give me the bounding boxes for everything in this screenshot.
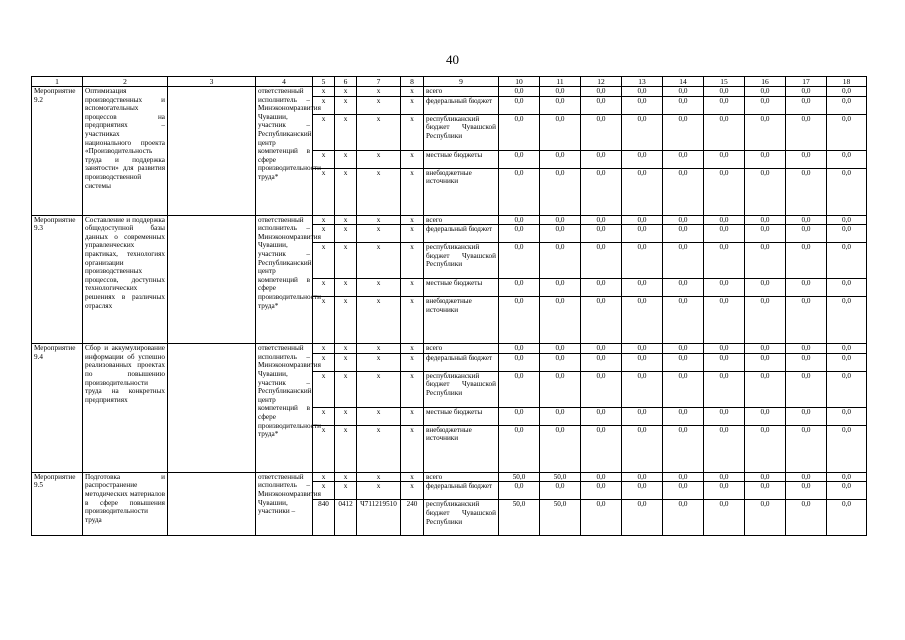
amount: 0,0 — [704, 225, 745, 243]
page-number: 40 — [446, 52, 459, 67]
column-number: 18 — [827, 77, 867, 87]
executors: ответственный исполнитель – Минэкономразвития Чувашии, участник – Республиканский центр компетенций в сфере производительности труда* — [256, 344, 313, 473]
budget-code: x — [357, 225, 401, 243]
budget-code: x — [313, 371, 335, 407]
amount: 0,0 — [581, 114, 622, 150]
amount: 0,0 — [827, 500, 867, 536]
budget-code: x — [401, 482, 424, 500]
amount: 0,0 — [499, 96, 540, 114]
amount: 0,0 — [704, 425, 745, 472]
amount: 0,0 — [499, 407, 540, 425]
funding-source: местные бюджеты — [424, 150, 499, 168]
amount: 0,0 — [622, 225, 663, 243]
budget-code: x — [401, 297, 424, 344]
amount: 0,0 — [540, 215, 581, 225]
funding-source: республиканский бюджет Чувашской Республики — [424, 243, 499, 279]
amount: 0,0 — [581, 297, 622, 344]
budget-code: Ч711219510 — [357, 500, 401, 536]
amount: 0,0 — [581, 279, 622, 297]
amount: 0,0 — [540, 297, 581, 344]
amount: 0,0 — [786, 371, 827, 407]
amount: 0,0 — [663, 215, 704, 225]
amount: 0,0 — [581, 371, 622, 407]
budget-code: x — [313, 279, 335, 297]
event-title: Составление и поддержка общедоступной базы данных о современных управленческих практиках, технологиях организации производственных процессов, доступных технологических решениях в различных отраслях — [83, 215, 168, 344]
amount: 0,0 — [704, 297, 745, 344]
amount: 0,0 — [704, 344, 745, 354]
amount: 0,0 — [540, 168, 581, 215]
amount: 0,0 — [499, 279, 540, 297]
budget-code: x — [401, 150, 424, 168]
amount: 0,0 — [786, 243, 827, 279]
column-number: 14 — [663, 77, 704, 87]
amount: 0,0 — [745, 425, 786, 472]
amount: 0,0 — [499, 215, 540, 225]
event-title: Сбор и аккумулирование информации об успешно реализованных проектах по повышению производительности труда на конкретных предприятиях — [83, 344, 168, 473]
budget-code: x — [357, 168, 401, 215]
budget-code: x — [313, 215, 335, 225]
amount: 0,0 — [622, 425, 663, 472]
amount: 0,0 — [581, 243, 622, 279]
budget-code: x — [401, 344, 424, 354]
column-number: 5 — [313, 77, 335, 87]
amount: 0,0 — [540, 482, 581, 500]
column-number: 17 — [786, 77, 827, 87]
amount: 50,0 — [499, 500, 540, 536]
amount: 0,0 — [499, 353, 540, 371]
event-title: Оптимизация производственных и вспомогательных процессов на предприятиях – участниках национального проекта «Производительность труда и поддержка занятости» для развития производственной системы — [83, 87, 168, 216]
amount: 0,0 — [581, 215, 622, 225]
budget-code: x — [357, 243, 401, 279]
amount: 0,0 — [786, 168, 827, 215]
budget-code: x — [313, 344, 335, 354]
amount: 0,0 — [745, 150, 786, 168]
table-row — [32, 344, 867, 354]
amount: 0,0 — [499, 371, 540, 407]
column-number: 12 — [581, 77, 622, 87]
amount: 0,0 — [581, 472, 622, 482]
empty-cell — [168, 87, 256, 216]
amount: 0,0 — [663, 500, 704, 536]
amount: 0,0 — [827, 150, 867, 168]
amount: 0,0 — [499, 225, 540, 243]
column-number: 7 — [357, 77, 401, 87]
amount: 0,0 — [786, 353, 827, 371]
funding-source: всего — [424, 87, 499, 97]
amount: 0,0 — [745, 297, 786, 344]
amount: 0,0 — [745, 215, 786, 225]
amount: 0,0 — [827, 96, 867, 114]
budget-code: x — [401, 87, 424, 97]
amount: 0,0 — [622, 279, 663, 297]
amount: 0,0 — [827, 225, 867, 243]
funding-source: федеральный бюджет — [424, 353, 499, 371]
amount: 0,0 — [704, 482, 745, 500]
budget-code: x — [335, 96, 357, 114]
budget-code: 240 — [401, 500, 424, 536]
amount: 0,0 — [745, 500, 786, 536]
amount: 0,0 — [581, 96, 622, 114]
column-number: 13 — [622, 77, 663, 87]
event-title: Подготовка и распространение методических материалов в сфере повышения производительности труда — [83, 472, 168, 536]
budget-code: x — [401, 215, 424, 225]
amount: 0,0 — [827, 87, 867, 97]
amount: 0,0 — [745, 371, 786, 407]
amount: 0,0 — [581, 87, 622, 97]
column-number: 8 — [401, 77, 424, 87]
funding-source: федеральный бюджет — [424, 96, 499, 114]
funding-source: всего — [424, 472, 499, 482]
column-number: 11 — [540, 77, 581, 87]
budget-code: x — [313, 150, 335, 168]
amount: 0,0 — [704, 114, 745, 150]
funding-source: республиканский бюджет Чувашской Республики — [424, 500, 499, 536]
amount: 0,0 — [540, 407, 581, 425]
amount: 0,0 — [704, 500, 745, 536]
amount: 0,0 — [786, 297, 827, 344]
budget-code: x — [357, 472, 401, 482]
amount: 0,0 — [622, 215, 663, 225]
table-row — [32, 87, 867, 97]
funding-source: местные бюджеты — [424, 407, 499, 425]
amount: 0,0 — [786, 87, 827, 97]
amount: 0,0 — [540, 353, 581, 371]
budget-code: x — [357, 297, 401, 344]
amount: 50,0 — [499, 472, 540, 482]
budget-code: x — [313, 472, 335, 482]
event-number: Мероприятие 9.3 — [32, 215, 83, 344]
amount: 0,0 — [827, 243, 867, 279]
amount: 0,0 — [499, 482, 540, 500]
budget-code: x — [335, 279, 357, 297]
budget-code: x — [401, 96, 424, 114]
amount: 0,0 — [622, 168, 663, 215]
budget-code: x — [357, 279, 401, 297]
budget-code: x — [335, 371, 357, 407]
amount: 0,0 — [663, 279, 704, 297]
budget-code: x — [313, 407, 335, 425]
column-number: 2 — [83, 77, 168, 87]
budget-code: x — [313, 225, 335, 243]
budget-code: x — [357, 215, 401, 225]
column-number: 16 — [745, 77, 786, 87]
budget-code: x — [401, 279, 424, 297]
budget-code: x — [335, 407, 357, 425]
amount: 0,0 — [704, 96, 745, 114]
funding-source: внебюджетные источники — [424, 168, 499, 215]
amount: 0,0 — [786, 215, 827, 225]
budget-code: x — [357, 482, 401, 500]
budget-code: x — [335, 243, 357, 279]
amount: 0,0 — [499, 114, 540, 150]
funding-source: всего — [424, 215, 499, 225]
amount: 0,0 — [540, 371, 581, 407]
executors: ответственный исполнитель – Минэкономразвития Чувашии, участник – Республиканский центр компетенций в сфере производительности труда* — [256, 215, 313, 344]
budget-code: x — [357, 407, 401, 425]
amount: 0,0 — [663, 371, 704, 407]
amount: 0,0 — [745, 243, 786, 279]
amount: 0,0 — [622, 472, 663, 482]
event-number: Мероприятие 9.4 — [32, 344, 83, 473]
budget-code: x — [335, 168, 357, 215]
amount: 0,0 — [745, 96, 786, 114]
funding-source: местные бюджеты — [424, 279, 499, 297]
amount: 0,0 — [786, 114, 827, 150]
column-number: 1 — [32, 77, 83, 87]
amount: 0,0 — [622, 297, 663, 344]
amount: 0,0 — [663, 472, 704, 482]
amount: 0,0 — [540, 87, 581, 97]
column-number: 4 — [256, 77, 313, 87]
amount: 0,0 — [827, 407, 867, 425]
table-row — [32, 215, 867, 225]
amount: 0,0 — [663, 482, 704, 500]
budget-code: x — [313, 87, 335, 97]
amount: 0,0 — [540, 425, 581, 472]
amount: 0,0 — [622, 87, 663, 97]
budget-code: x — [357, 87, 401, 97]
budget-code: 0412 — [335, 500, 357, 536]
amount: 0,0 — [663, 87, 704, 97]
amount: 0,0 — [745, 87, 786, 97]
amount: 0,0 — [827, 168, 867, 215]
amount: 0,0 — [663, 114, 704, 150]
amount: 0,0 — [704, 150, 745, 168]
amount: 0,0 — [786, 482, 827, 500]
budget-code: x — [313, 243, 335, 279]
amount: 0,0 — [704, 243, 745, 279]
budget-code: x — [335, 215, 357, 225]
empty-cell — [168, 472, 256, 536]
amount: 0,0 — [786, 472, 827, 482]
budget-code: x — [313, 96, 335, 114]
budget-code: x — [313, 425, 335, 472]
amount: 0,0 — [581, 150, 622, 168]
amount: 0,0 — [827, 472, 867, 482]
event-number: Мероприятие 9.2 — [32, 87, 83, 216]
budget-code: x — [401, 243, 424, 279]
budget-table — [31, 76, 867, 536]
amount: 0,0 — [663, 353, 704, 371]
amount: 0,0 — [745, 114, 786, 150]
amount: 0,0 — [786, 500, 827, 536]
amount: 0,0 — [704, 87, 745, 97]
budget-code: x — [335, 482, 357, 500]
amount: 0,0 — [581, 407, 622, 425]
amount: 0,0 — [663, 344, 704, 354]
amount: 0,0 — [745, 279, 786, 297]
funding-source: республиканский бюджет Чувашской Республики — [424, 114, 499, 150]
budget-code: x — [357, 371, 401, 407]
funding-source: федеральный бюджет — [424, 225, 499, 243]
budget-code: x — [335, 344, 357, 354]
amount: 0,0 — [786, 344, 827, 354]
amount: 0,0 — [745, 472, 786, 482]
empty-cell — [168, 215, 256, 344]
budget-code: x — [335, 87, 357, 97]
budget-code: x — [357, 344, 401, 354]
amount: 0,0 — [745, 225, 786, 243]
amount: 0,0 — [581, 425, 622, 472]
budget-code: x — [313, 297, 335, 344]
amount: 0,0 — [663, 425, 704, 472]
amount: 0,0 — [540, 225, 581, 243]
budget-code: x — [313, 482, 335, 500]
column-number: 6 — [335, 77, 357, 87]
amount: 0,0 — [622, 243, 663, 279]
funding-source: внебюджетные источники — [424, 425, 499, 472]
executors: ответственный исполнитель – Минэкономразвития Чувашии, участник – Республиканский центр компетенций в сфере производительности труда* — [256, 87, 313, 216]
amount: 0,0 — [827, 371, 867, 407]
budget-code: x — [335, 353, 357, 371]
budget-code: x — [401, 168, 424, 215]
budget-code: x — [401, 225, 424, 243]
amount: 0,0 — [622, 482, 663, 500]
amount: 0,0 — [786, 279, 827, 297]
amount: 0,0 — [704, 279, 745, 297]
amount: 0,0 — [663, 407, 704, 425]
amount: 0,0 — [499, 243, 540, 279]
funding-source: федеральный бюджет — [424, 482, 499, 500]
amount: 0,0 — [581, 353, 622, 371]
amount: 0,0 — [499, 425, 540, 472]
amount: 0,0 — [827, 114, 867, 150]
amount: 0,0 — [663, 243, 704, 279]
budget-code: x — [335, 114, 357, 150]
budget-code: x — [357, 425, 401, 472]
amount: 0,0 — [622, 353, 663, 371]
amount: 0,0 — [827, 353, 867, 371]
amount: 0,0 — [663, 297, 704, 344]
budget-code: x — [401, 371, 424, 407]
amount: 0,0 — [622, 500, 663, 536]
amount: 0,0 — [663, 168, 704, 215]
amount: 0,0 — [745, 407, 786, 425]
amount: 0,0 — [663, 150, 704, 168]
amount: 0,0 — [704, 215, 745, 225]
amount: 0,0 — [581, 500, 622, 536]
amount: 0,0 — [704, 472, 745, 482]
amount: 0,0 — [622, 114, 663, 150]
amount: 0,0 — [827, 215, 867, 225]
event-number: Мероприятие 9.5 — [32, 472, 83, 536]
budget-code: x — [401, 114, 424, 150]
header-row — [32, 77, 867, 87]
budget-code: x — [401, 472, 424, 482]
amount: 0,0 — [704, 168, 745, 215]
budget-code: x — [313, 168, 335, 215]
amount: 0,0 — [622, 96, 663, 114]
amount: 0,0 — [745, 482, 786, 500]
amount: 0,0 — [499, 168, 540, 215]
amount: 0,0 — [704, 353, 745, 371]
amount: 0,0 — [786, 225, 827, 243]
executors: ответственный исполнитель – Минэкономразвития Чувашии, участники – — [256, 472, 313, 536]
amount: 0,0 — [581, 168, 622, 215]
amount: 50,0 — [540, 500, 581, 536]
budget-code: x — [357, 353, 401, 371]
column-number: 10 — [499, 77, 540, 87]
amount: 0,0 — [622, 150, 663, 168]
amount: 0,0 — [581, 482, 622, 500]
amount: 0,0 — [663, 96, 704, 114]
amount: 0,0 — [786, 150, 827, 168]
empty-cell — [168, 344, 256, 473]
budget-code: x — [313, 353, 335, 371]
amount: 0,0 — [827, 344, 867, 354]
amount: 0,0 — [499, 344, 540, 354]
budget-code: x — [335, 425, 357, 472]
amount: 0,0 — [622, 371, 663, 407]
budget-code: 840 — [313, 500, 335, 536]
funding-source: республиканский бюджет Чувашской Республики — [424, 371, 499, 407]
budget-code: x — [335, 297, 357, 344]
amount: 0,0 — [622, 407, 663, 425]
amount: 0,0 — [499, 297, 540, 344]
budget-code: x — [401, 353, 424, 371]
amount: 0,0 — [581, 344, 622, 354]
budget-code: x — [357, 96, 401, 114]
amount: 0,0 — [581, 225, 622, 243]
amount: 0,0 — [827, 482, 867, 500]
amount: 0,0 — [786, 425, 827, 472]
column-number: 9 — [424, 77, 499, 87]
budget-code: x — [401, 407, 424, 425]
amount: 0,0 — [827, 297, 867, 344]
amount: 0,0 — [663, 225, 704, 243]
column-number: 15 — [704, 77, 745, 87]
amount: 0,0 — [786, 96, 827, 114]
amount: 0,0 — [540, 150, 581, 168]
amount: 0,0 — [499, 87, 540, 97]
funding-source: внебюджетные источники — [424, 297, 499, 344]
budget-code: x — [335, 150, 357, 168]
funding-source: всего — [424, 344, 499, 354]
amount: 0,0 — [622, 344, 663, 354]
amount: 0,0 — [540, 344, 581, 354]
amount: 0,0 — [704, 371, 745, 407]
amount: 0,0 — [745, 344, 786, 354]
amount: 0,0 — [540, 243, 581, 279]
table-row — [32, 472, 867, 482]
amount: 0,0 — [704, 407, 745, 425]
budget-code: x — [335, 472, 357, 482]
budget-code: x — [401, 425, 424, 472]
amount: 0,0 — [827, 279, 867, 297]
amount: 0,0 — [540, 279, 581, 297]
amount: 0,0 — [745, 168, 786, 215]
amount: 0,0 — [745, 353, 786, 371]
amount: 0,0 — [540, 114, 581, 150]
amount: 50,0 — [540, 472, 581, 482]
amount: 0,0 — [786, 407, 827, 425]
budget-code: x — [313, 114, 335, 150]
budget-code: x — [357, 150, 401, 168]
column-number: 3 — [168, 77, 256, 87]
budget-code: x — [357, 114, 401, 150]
amount: 0,0 — [499, 150, 540, 168]
amount: 0,0 — [827, 425, 867, 472]
amount: 0,0 — [540, 96, 581, 114]
budget-code: x — [335, 225, 357, 243]
